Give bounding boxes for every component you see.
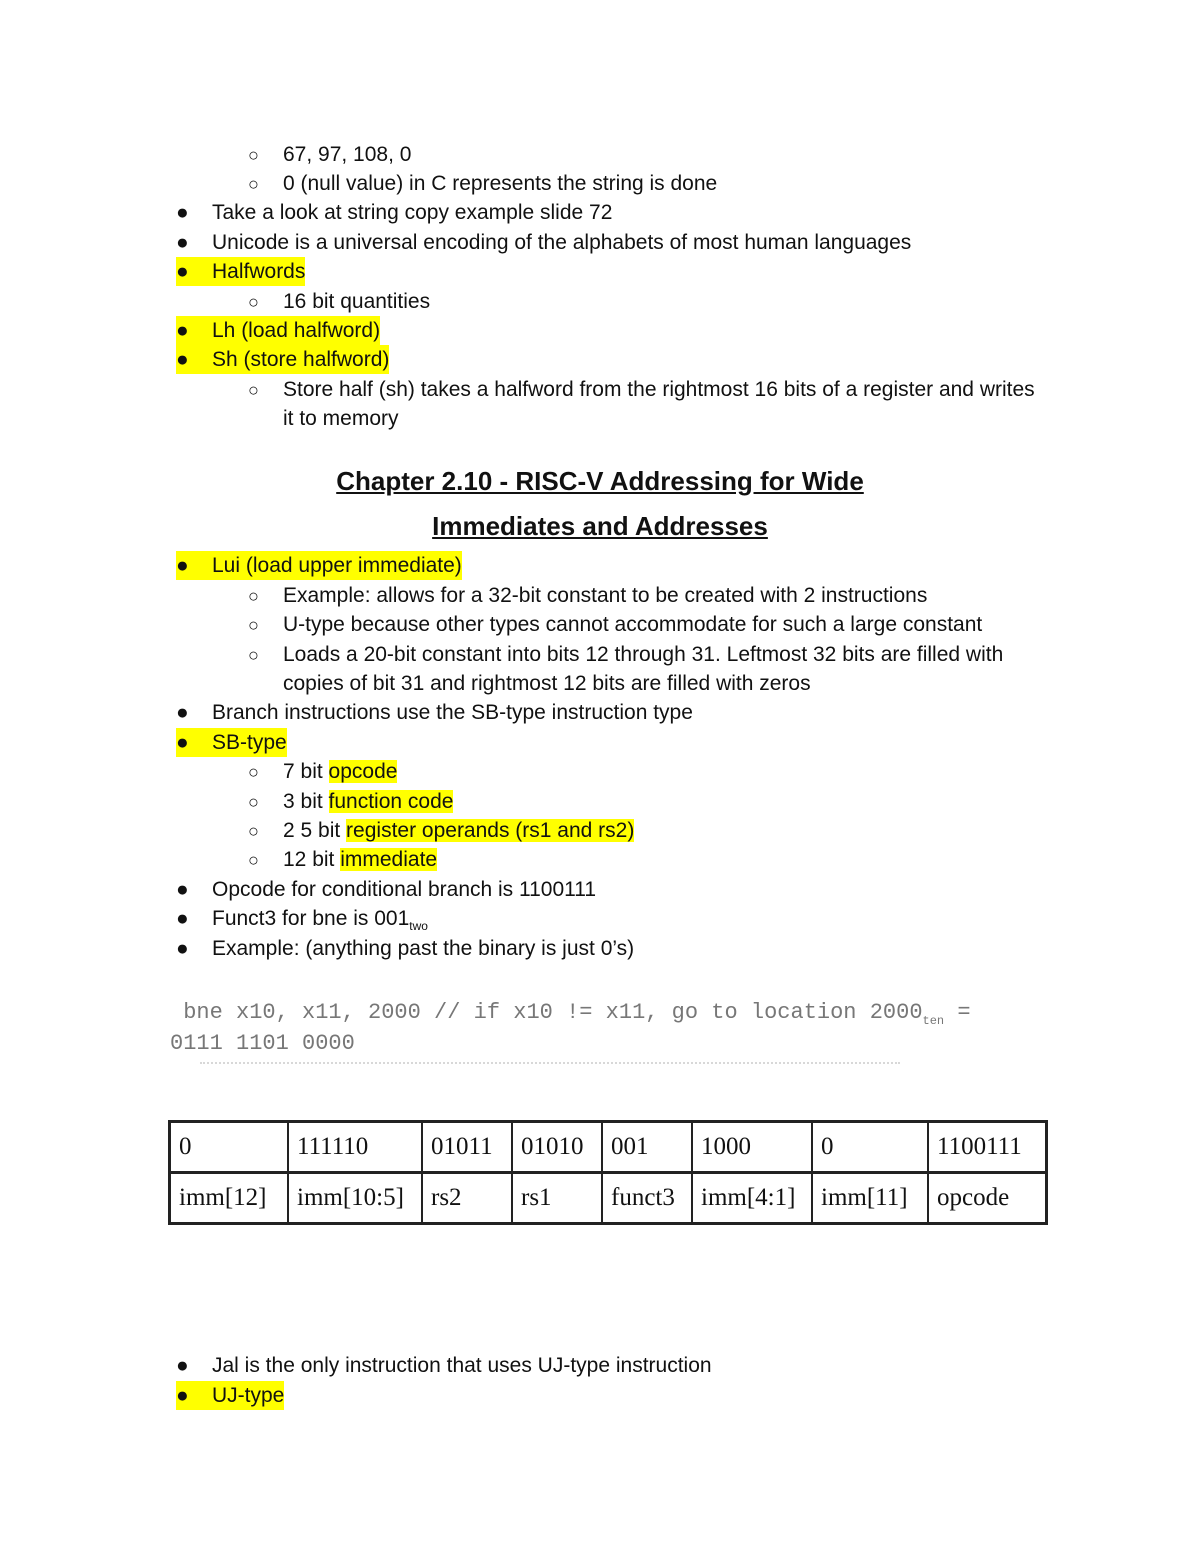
list-item (176, 228, 911, 257)
faded-code-line (200, 1062, 900, 1072)
table-cell: 1100111 (928, 1122, 1047, 1173)
bullet: ● (176, 348, 189, 371)
list-item-highlighted (176, 1381, 284, 1410)
bullet: ● (176, 907, 189, 930)
list-text: Sh (store halfword) (212, 348, 390, 371)
list-text: Take a look at string copy example slide 72 (212, 201, 613, 224)
list-item (248, 610, 982, 640)
code-line: 0111 1101 0000 (170, 1031, 355, 1056)
highlighted-term: register operands (rs1 and rs2) (346, 819, 635, 842)
table-cell: rs2 (422, 1173, 512, 1224)
table-cell: 111110 (288, 1122, 422, 1173)
bullet: ● (176, 319, 189, 342)
list-item (176, 698, 693, 727)
bullet: ● (176, 701, 189, 724)
table-cell: opcode (928, 1173, 1047, 1224)
table-cell: 01011 (422, 1122, 512, 1173)
table-cell: 001 (602, 1122, 692, 1173)
hollow-bullet: ○ (248, 762, 259, 782)
list-text: 7 bit (283, 760, 329, 783)
table-cell: 1000 (692, 1122, 812, 1173)
bullet: ● (176, 1354, 189, 1377)
list-text: Unicode is a universal encoding of the alphabets of most human languages (212, 231, 912, 254)
list-item (248, 140, 411, 170)
code-line (170, 997, 1070, 1028)
hollow-bullet: ○ (248, 174, 259, 194)
hollow-bullet: ○ (248, 145, 259, 165)
hollow-bullet: ○ (248, 586, 259, 606)
list-item (248, 287, 430, 317)
subscript: two (409, 919, 428, 933)
list-text: 0 (null value) in C represents the string is done (283, 172, 718, 195)
hollow-bullet: ○ (248, 292, 259, 312)
code-text: = (944, 1000, 971, 1025)
table-cell: 0 (812, 1122, 928, 1173)
table-cell: imm[10:5] (288, 1173, 422, 1224)
list-text: Loads a 20-bit constant into bits 12 through 31. Leftmost 32 bits are filled with (283, 643, 1004, 666)
list-text: Opcode for conditional branch is 1100111 (212, 878, 597, 901)
list-text: Halfwords (212, 260, 306, 283)
bullet: ● (176, 201, 189, 224)
chapter-heading: Immediates and Addresses (432, 511, 768, 541)
table-row (170, 1173, 1047, 1224)
list-item (248, 757, 397, 787)
list-item (176, 934, 634, 963)
table-cell: rs1 (512, 1173, 602, 1224)
list-item (248, 787, 453, 817)
sb-type-encoding-table (168, 1120, 1048, 1225)
highlighted-term: opcode (328, 760, 398, 783)
table-cell: imm[4:1] (692, 1173, 812, 1224)
bullet: ● (176, 231, 189, 254)
list-text: Example: allows for a 32-bit constant to be created with 2 instructions (283, 584, 928, 607)
list-item (176, 904, 428, 933)
list-item (248, 169, 717, 199)
list-item (248, 640, 1003, 670)
list-item-highlighted (176, 551, 462, 580)
list-item (248, 375, 1035, 405)
chapter-heading: Chapter 2.10 - RISC-V Addressing for Wide (336, 466, 864, 496)
list-item (176, 1351, 712, 1380)
list-text: 2 5 bit (283, 819, 347, 842)
hollow-bullet: ○ (248, 380, 259, 400)
list-item (248, 845, 437, 875)
list-text: SB-type (212, 731, 287, 754)
list-text: UJ-type (212, 1384, 285, 1407)
list-text: Example: (anything past the binary is just 0’s) (212, 937, 635, 960)
code-text: bne x10, x11, 2000 // if x10 != x11, go to location 2000 (170, 1000, 923, 1025)
bullet: ● (176, 554, 189, 577)
bullet: ● (176, 731, 189, 754)
list-item (248, 816, 634, 846)
list-text: Branch instructions use the SB-type instruction type (212, 701, 693, 724)
list-item (248, 581, 927, 611)
bullet: ● (176, 260, 189, 283)
list-text: U-type because other types cannot accommodate for such a large constant (283, 613, 983, 636)
list-item-highlighted (176, 728, 287, 757)
list-text: Lh (load halfword) (212, 319, 381, 342)
list-text-continuation: copies of bit 31 and rightmost 12 bits are filled with zeros (283, 672, 811, 695)
bullet: ● (176, 1384, 189, 1407)
list-item-highlighted (176, 257, 305, 286)
hollow-bullet: ○ (248, 792, 259, 812)
hollow-bullet: ○ (248, 615, 259, 635)
list-text: Jal is the only instruction that uses UJ-type instruction (212, 1354, 712, 1377)
list-text: Lui (load upper immediate) (212, 554, 462, 577)
table-cell: imm[12] (170, 1173, 289, 1224)
table-row (170, 1122, 1047, 1173)
list-text: Store half (sh) takes a halfword from the rightmost 16 bits of a register and writes (283, 378, 1035, 401)
table-cell: imm[11] (812, 1173, 928, 1224)
table-cell: 0 (170, 1122, 289, 1173)
subscript: ten (922, 1014, 945, 1028)
bullet: ● (176, 937, 189, 960)
hollow-bullet: ○ (248, 850, 259, 870)
list-item-highlighted (176, 316, 380, 345)
table-cell: funct3 (602, 1173, 692, 1224)
hollow-bullet: ○ (248, 821, 259, 841)
hollow-bullet: ○ (248, 645, 259, 665)
bullet: ● (176, 878, 189, 901)
highlighted-term: immediate (340, 848, 438, 871)
list-text: 12 bit (283, 848, 341, 871)
highlighted-term: function code (328, 790, 454, 813)
list-item (176, 875, 596, 904)
list-text: Funct3 for bne is 001 (212, 907, 410, 930)
list-text-continuation: it to memory (283, 407, 399, 430)
list-text: 16 bit quantities (283, 290, 431, 313)
list-text: 67, 97, 108, 0 (283, 143, 412, 166)
list-text: 3 bit (283, 790, 329, 813)
list-item-highlighted (176, 345, 389, 374)
list-item (176, 198, 612, 227)
table-cell: 01010 (512, 1122, 602, 1173)
